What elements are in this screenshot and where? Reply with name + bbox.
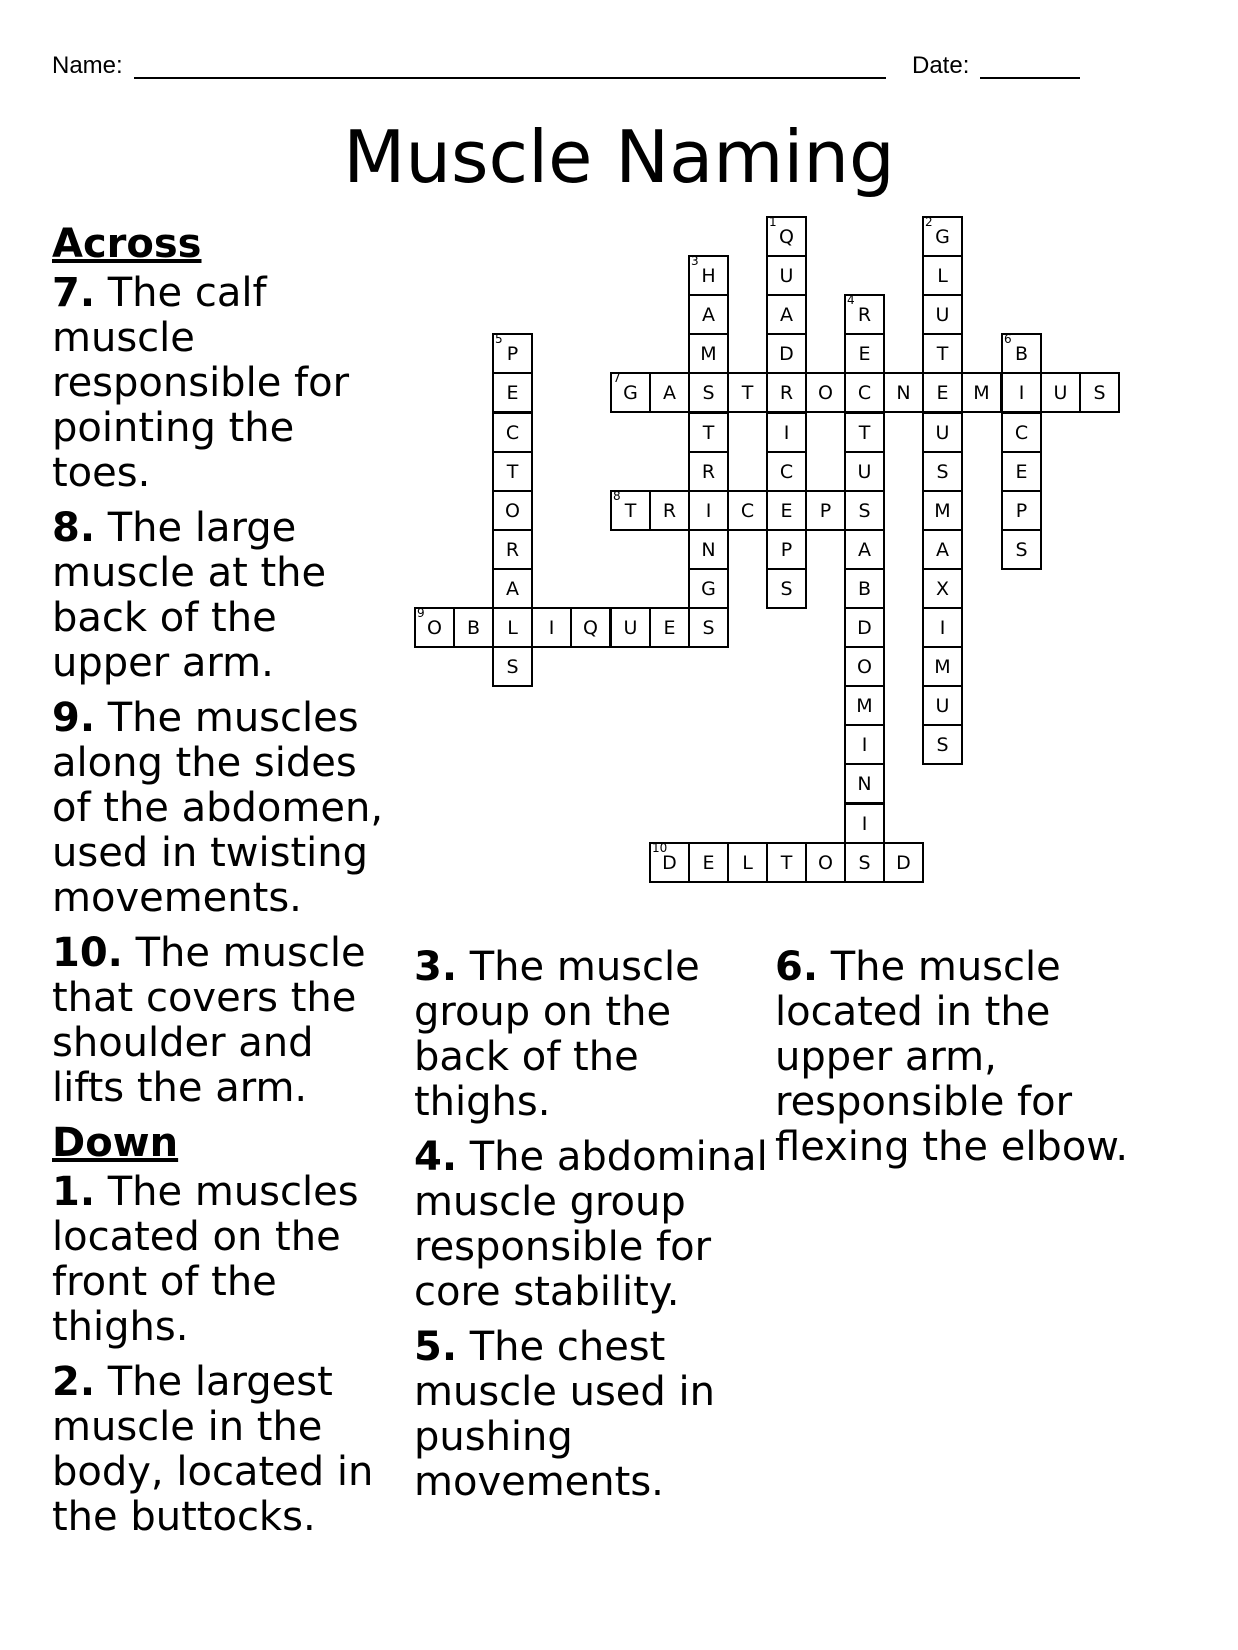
grid-cell[interactable] xyxy=(492,372,533,413)
grid-cell[interactable] xyxy=(844,803,885,844)
grid-cell[interactable] xyxy=(922,372,963,413)
grid-cell[interactable] xyxy=(453,607,494,648)
cell-number: 7 xyxy=(613,371,621,385)
grid-cell[interactable] xyxy=(727,490,768,531)
grid-cell[interactable] xyxy=(883,842,924,883)
grid-cell[interactable] xyxy=(1001,372,1042,413)
cell-letter: N xyxy=(857,772,872,795)
grid-cell[interactable] xyxy=(844,842,885,883)
clue-text: The calf muscle responsible for pointing the toes. xyxy=(52,270,350,496)
grid-cell[interactable] xyxy=(766,294,807,335)
clue-text: The chest muscle used in pushing movements. xyxy=(414,1324,715,1505)
grid-cell[interactable] xyxy=(844,529,885,570)
cell-letter: T xyxy=(624,499,637,522)
cell-number: 6 xyxy=(1004,332,1012,346)
grid-cell[interactable] xyxy=(688,451,729,492)
cell-letter: A xyxy=(858,538,871,561)
cell-letter: R xyxy=(662,499,677,522)
cell-letter: U xyxy=(935,694,950,717)
grid-cell[interactable] xyxy=(649,490,690,531)
grid-cell[interactable] xyxy=(688,842,729,883)
cell-letter: M xyxy=(934,499,951,522)
grid-cell[interactable] xyxy=(492,451,533,492)
grid-cell[interactable] xyxy=(766,842,807,883)
grid-cell[interactable] xyxy=(610,372,651,413)
cell-letter: A xyxy=(506,577,519,600)
grid-cell[interactable] xyxy=(922,529,963,570)
clue-text: The muscles along the sides of the abdomen, used in twisting movements. xyxy=(52,695,384,921)
cell-letter: B xyxy=(466,616,481,639)
cell-letter: Q xyxy=(779,225,794,248)
across-section xyxy=(52,222,397,1550)
grid-cell[interactable] xyxy=(688,412,729,453)
cell-number: 4 xyxy=(847,293,855,307)
grid-cell[interactable] xyxy=(844,412,885,453)
cell-letter: M xyxy=(856,694,873,717)
cell-letter: S xyxy=(858,499,871,522)
cell-letter: D xyxy=(896,851,911,874)
cell-letter: T xyxy=(780,851,793,874)
clue-across-7 xyxy=(52,271,397,496)
grid-cell[interactable] xyxy=(688,333,729,374)
grid-cell[interactable] xyxy=(492,646,533,687)
grid-cell[interactable] xyxy=(805,842,846,883)
grid-cell[interactable] xyxy=(610,607,651,648)
cell-number: 10 xyxy=(652,841,668,855)
cell-letter: S xyxy=(780,577,793,600)
grid-cell[interactable] xyxy=(844,763,885,804)
cell-letter: O xyxy=(427,616,442,639)
grid-cell[interactable] xyxy=(805,490,846,531)
grid-cell[interactable] xyxy=(844,372,885,413)
grid-cell[interactable] xyxy=(922,724,963,765)
grid-cell[interactable] xyxy=(570,607,611,648)
cell-letter: I xyxy=(548,616,555,639)
clue-text: The muscle located in the upper arm, responsible for flexing the elbow. xyxy=(775,944,1129,1170)
grid-cell[interactable] xyxy=(688,607,729,648)
grid-cell[interactable] xyxy=(766,333,807,374)
cell-letter: N xyxy=(701,538,716,561)
grid-cell[interactable] xyxy=(1040,372,1081,413)
clue-number: 10. xyxy=(52,930,123,976)
cell-letter: B xyxy=(857,577,872,600)
clue-down-1 xyxy=(52,1170,397,1350)
grid-cell[interactable] xyxy=(922,607,963,648)
cell-letter: L xyxy=(507,616,518,639)
cell-number: 1 xyxy=(769,215,777,229)
cell-number: 9 xyxy=(417,606,425,620)
cell-letter: T xyxy=(702,421,715,444)
clue-across-8 xyxy=(52,506,397,686)
grid-cell[interactable] xyxy=(1079,372,1120,413)
grid-cell[interactable] xyxy=(649,842,690,883)
grid-cell[interactable] xyxy=(805,372,846,413)
cell-letter: O xyxy=(505,499,520,522)
cell-letter: A xyxy=(936,538,949,561)
grid-cell[interactable] xyxy=(1001,490,1042,531)
cell-letter: R xyxy=(505,538,520,561)
clue-number: 7. xyxy=(52,270,96,316)
cell-letter: H xyxy=(701,264,716,287)
across-heading: Across xyxy=(52,221,202,267)
cell-letter: S xyxy=(858,851,871,874)
cell-letter: S xyxy=(936,460,949,483)
cell-letter: A xyxy=(663,381,676,404)
grid-cell[interactable] xyxy=(844,724,885,765)
cell-number: 2 xyxy=(925,215,933,229)
date-label: Date: xyxy=(912,52,970,79)
grid-cell[interactable] xyxy=(492,490,533,531)
cell-letter: A xyxy=(702,303,715,326)
cell-letter: G xyxy=(623,381,638,404)
grid-cell[interactable] xyxy=(766,529,807,570)
grid-cell[interactable] xyxy=(844,685,885,726)
clue-number: 6. xyxy=(775,944,819,990)
clue-text: The muscles located on the front of the thighs. xyxy=(52,1169,359,1350)
grid-cell[interactable] xyxy=(688,529,729,570)
clue-number: 3. xyxy=(414,944,458,990)
grid-cell[interactable] xyxy=(492,333,533,374)
cell-letter: C xyxy=(779,460,794,483)
cell-letter: U xyxy=(857,460,872,483)
grid-cell[interactable] xyxy=(922,294,963,335)
grid-cell[interactable] xyxy=(766,372,807,413)
grid-cell[interactable] xyxy=(766,451,807,492)
grid-cell[interactable] xyxy=(610,490,651,531)
clue-text: The muscle group on the back of the thighs. xyxy=(414,944,700,1125)
grid-cell[interactable] xyxy=(531,607,572,648)
grid-cell[interactable] xyxy=(922,685,963,726)
cell-letter: U xyxy=(935,421,950,444)
cell-letter: E xyxy=(702,851,715,874)
clue-across-9 xyxy=(52,696,397,921)
clue-across-10 xyxy=(52,931,397,1111)
clue-down-4 xyxy=(414,1135,769,1315)
cell-letter: C xyxy=(857,381,872,404)
cell-letter: E xyxy=(663,616,676,639)
grid-cell[interactable] xyxy=(492,568,533,609)
cell-letter: T xyxy=(858,421,871,444)
cell-letter: P xyxy=(1015,499,1028,522)
cell-letter: Q xyxy=(583,616,598,639)
cell-letter: S xyxy=(702,381,715,404)
grid-cell[interactable] xyxy=(1001,333,1042,374)
clue-text: The large muscle at the back of the upper arm. xyxy=(52,505,327,686)
grid-cell[interactable] xyxy=(922,646,963,687)
grid-cell[interactable] xyxy=(922,412,963,453)
grid-cell[interactable] xyxy=(688,490,729,531)
cell-letter: B xyxy=(1014,342,1029,365)
grid-cell[interactable] xyxy=(922,451,963,492)
name-line[interactable] xyxy=(134,77,886,79)
grid-cell[interactable] xyxy=(1001,451,1042,492)
cell-letter: X xyxy=(935,577,950,600)
grid-cell[interactable] xyxy=(688,568,729,609)
cell-letter: R xyxy=(779,381,794,404)
grid-cell[interactable] xyxy=(766,568,807,609)
cell-letter: S xyxy=(936,733,949,756)
cell-letter: M xyxy=(934,655,951,678)
cell-letter: E xyxy=(1015,460,1028,483)
cell-letter: T xyxy=(506,460,519,483)
cell-letter: I xyxy=(783,421,790,444)
cell-letter: R xyxy=(701,460,716,483)
cell-letter: G xyxy=(701,577,716,600)
grid-cell[interactable] xyxy=(844,568,885,609)
cell-letter: O xyxy=(857,655,872,678)
cell-letter: A xyxy=(780,303,793,326)
cell-letter: T xyxy=(936,342,949,365)
grid-cell[interactable] xyxy=(922,333,963,374)
cell-letter: D xyxy=(779,342,794,365)
cell-letter: D xyxy=(857,616,872,639)
cell-letter: C xyxy=(1014,421,1029,444)
grid-cell[interactable] xyxy=(922,568,963,609)
grid-cell[interactable] xyxy=(766,412,807,453)
grid-cell[interactable] xyxy=(688,372,729,413)
cell-letter: S xyxy=(1093,381,1106,404)
cell-letter: P xyxy=(819,499,832,522)
cell-letter: U xyxy=(935,303,950,326)
clue-down-2 xyxy=(52,1360,397,1540)
cell-letter: I xyxy=(861,733,868,756)
grid-cell[interactable] xyxy=(1001,412,1042,453)
cell-letter: O xyxy=(818,381,833,404)
cell-letter: U xyxy=(623,616,638,639)
grid-cell[interactable] xyxy=(492,412,533,453)
clue-down-5 xyxy=(414,1325,769,1505)
cell-number: 8 xyxy=(613,489,621,503)
grid-cell[interactable] xyxy=(688,255,729,296)
grid-cell[interactable] xyxy=(1001,529,1042,570)
cell-letter: L xyxy=(937,264,948,287)
date-line[interactable] xyxy=(980,77,1080,79)
clue-number: 5. xyxy=(414,1324,458,1370)
clue-down-3 xyxy=(414,945,769,1125)
grid-cell[interactable] xyxy=(922,216,963,257)
cell-letter: N xyxy=(896,381,911,404)
clue-number: 1. xyxy=(52,1169,96,1215)
down-heading: Down xyxy=(52,1120,179,1166)
name-label: Name: xyxy=(52,52,123,79)
clue-number: 4. xyxy=(414,1134,458,1180)
grid-cell[interactable] xyxy=(844,607,885,648)
grid-cell[interactable] xyxy=(766,255,807,296)
grid-cell[interactable] xyxy=(492,529,533,570)
grid-cell[interactable] xyxy=(649,607,690,648)
cell-letter: L xyxy=(742,851,753,874)
cell-letter: R xyxy=(857,303,872,326)
grid-cell[interactable] xyxy=(844,294,885,335)
cell-letter: D xyxy=(662,851,677,874)
cell-letter: E xyxy=(936,381,949,404)
cell-letter: G xyxy=(935,225,950,248)
cell-letter: M xyxy=(700,342,717,365)
grid-cell[interactable] xyxy=(844,490,885,531)
cell-number: 3 xyxy=(691,254,699,268)
grid-cell[interactable] xyxy=(844,646,885,687)
cell-letter: E xyxy=(506,381,519,404)
clue-number: 2. xyxy=(52,1359,96,1405)
cell-letter: O xyxy=(818,851,833,874)
grid-cell[interactable] xyxy=(766,216,807,257)
cell-letter: I xyxy=(1018,381,1025,404)
grid-cell[interactable] xyxy=(688,294,729,335)
clue-text: The abdominal muscle group responsible for core stability. xyxy=(414,1134,768,1315)
grid-cell[interactable] xyxy=(727,842,768,883)
clue-text: The largest muscle in the body, located in the buttocks. xyxy=(52,1359,374,1540)
cell-letter: E xyxy=(858,342,871,365)
cell-letter: E xyxy=(780,499,793,522)
grid-cell[interactable] xyxy=(844,333,885,374)
grid-cell[interactable] xyxy=(922,490,963,531)
down-section-middle xyxy=(414,945,769,1515)
cell-letter: I xyxy=(705,499,712,522)
grid-cell[interactable] xyxy=(492,607,533,648)
cell-letter: I xyxy=(939,616,946,639)
clue-number: 9. xyxy=(52,695,96,741)
clue-text: The muscle that covers the shoulder and lifts the arm. xyxy=(52,930,366,1111)
down-section-right xyxy=(775,945,1135,1180)
cell-letter: P xyxy=(780,538,793,561)
clue-down-6 xyxy=(775,945,1135,1170)
clue-number: 8. xyxy=(52,505,96,551)
page-title: Muscle Naming xyxy=(343,115,895,199)
grid-cell[interactable] xyxy=(844,451,885,492)
cell-number: 5 xyxy=(495,332,503,346)
grid-cell[interactable] xyxy=(649,372,690,413)
grid-cell[interactable] xyxy=(961,372,1002,413)
cell-letter: T xyxy=(741,381,754,404)
cell-letter: U xyxy=(779,264,794,287)
cell-letter: U xyxy=(1053,381,1068,404)
cell-letter: S xyxy=(506,655,519,678)
cell-letter: C xyxy=(505,421,520,444)
cell-letter: C xyxy=(740,499,755,522)
cell-letter: S xyxy=(702,616,715,639)
cell-letter: P xyxy=(506,342,519,365)
cell-letter: S xyxy=(1015,538,1028,561)
grid-cell[interactable] xyxy=(883,372,924,413)
grid-cell[interactable] xyxy=(727,372,768,413)
cell-letter: I xyxy=(861,812,868,835)
grid-cell[interactable] xyxy=(922,255,963,296)
grid-cell[interactable] xyxy=(766,490,807,531)
cell-letter: M xyxy=(973,381,990,404)
grid-cell[interactable] xyxy=(414,607,455,648)
